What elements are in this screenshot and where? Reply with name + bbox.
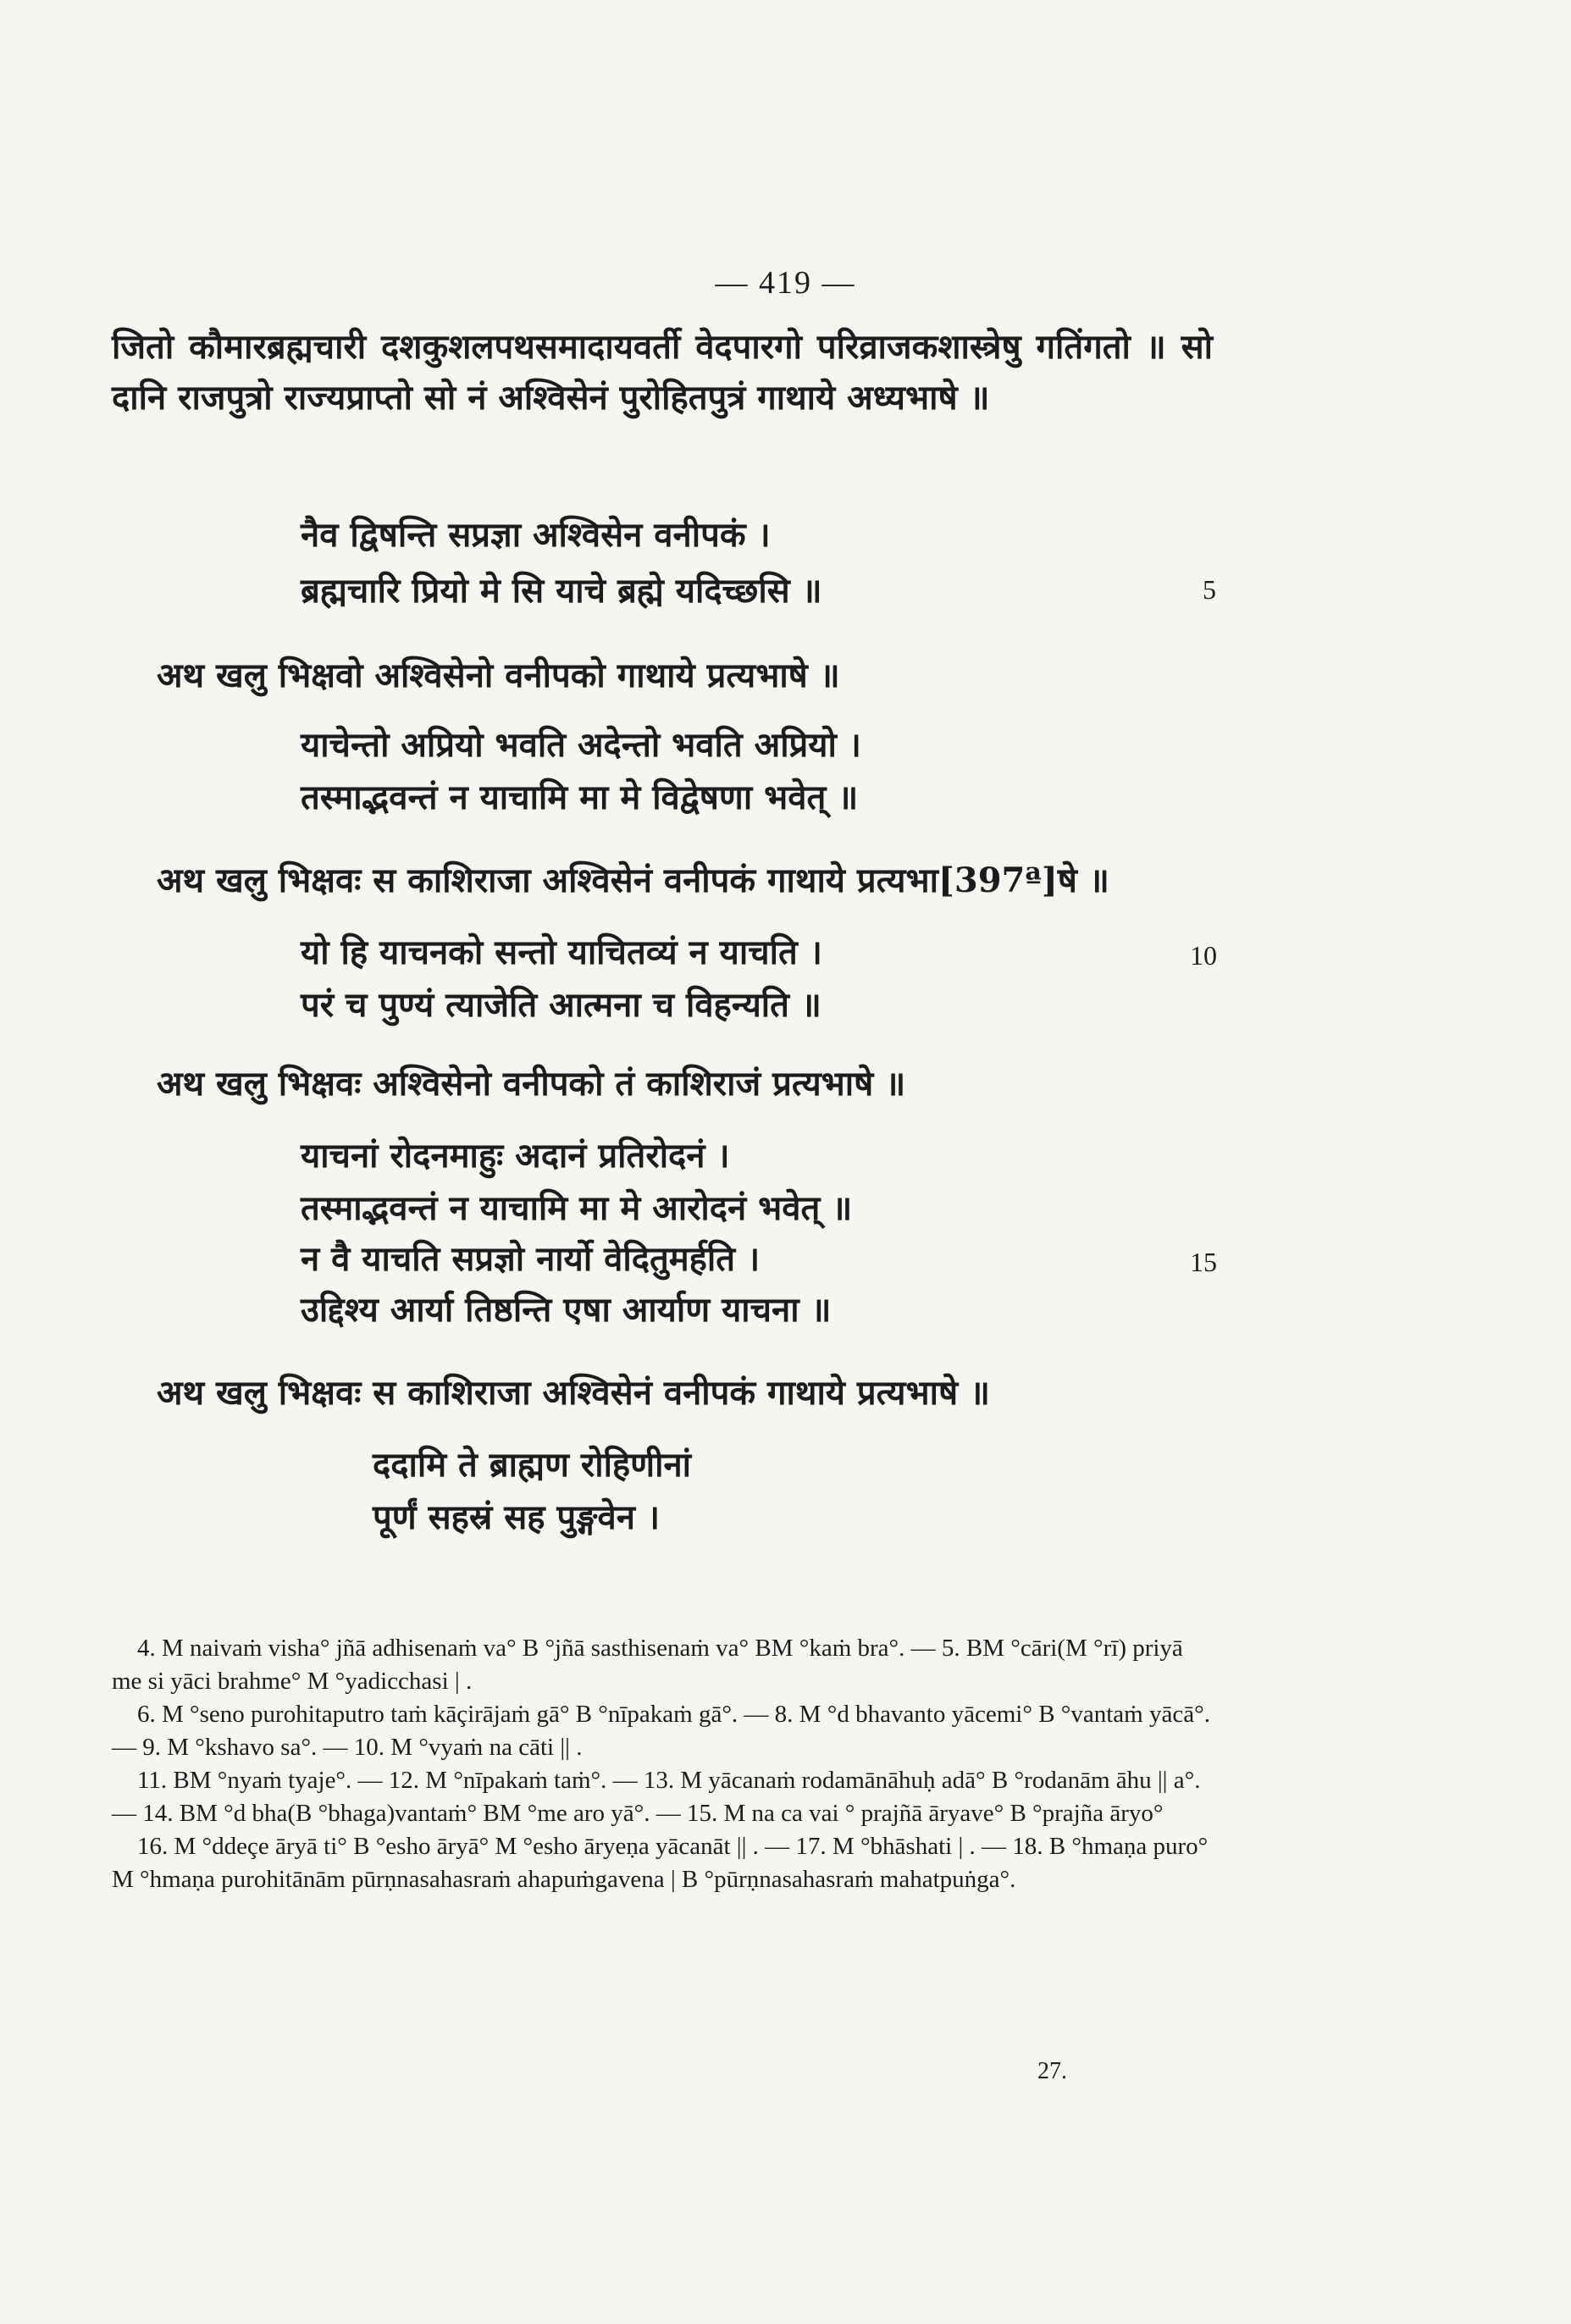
verse-line: परं च पुण्यं त्याजेति आत्मना च विहन्यति ॥ [301, 985, 821, 1025]
narrative-line: अथ खलु भिक्षवः अश्विसेनो वनीपको तं काशिराजं प्रत्यभाषे ॥ [157, 1064, 906, 1104]
verse-line: ब्रह्मचारि प्रियो मे सि याचे ब्रह्मे यदिच्छसि ॥ [301, 571, 822, 611]
narrative-line: अथ खलु भिक्षवः स काशिराजा अश्विसेनं वनीपकं गाथाये प्रत्यभाषे ॥ [157, 1373, 990, 1413]
verse-line: तस्माद्भवन्तं न याचामि मा मे आरोदनं भवेत् ॥ [301, 1188, 853, 1228]
verse-line: तस्माद्भवन्तं न याचामि मा मे विद्वेषणा भवेत् ॥ [301, 777, 859, 817]
narrative-line: अथ खलु भिक्षवः स काशिराजा अश्विसेनं वनीपकं गाथाये प्रत्यभा[397ª]षे ॥ [157, 860, 1109, 900]
footnote: 16. M °ddeçe āryā ti° B °esho āryā° M °esho āryeṇa yācanāt || . — 17. M °bhāshati | . — 18. B °hmaṇa puro° M °hmaṇa purohitānām pūrṇnasahasraṁ ahapuṁgavena | B °pūrṇnasahasraṁ mahatpuṅga°. [112, 1833, 1209, 1893]
verse-line: पूर्णं सहस्रं सह पुङ्गवेन । [373, 1497, 660, 1537]
verse-line: नैव द्विषन्ति सप्रज्ञा अश्विसेन वनीपकं । [301, 515, 771, 555]
verse-line: याचनां रोदनमाहुः अदानं प्रतिरोदनं । [301, 1136, 730, 1176]
narrative-line: अथ खलु भिक्षवो अश्विसेनो वनीपको गाथाये प्रत्यभाषे ॥ [157, 656, 840, 695]
footnote: 6. M °seno purohitaputro taṁ kāçirājaṁ gā° B °nīpakaṁ gā°. — 8. M °d bhavanto yācemi° B °vantaṁ yācā°. — 9. M °kshavo sa°. — 10. M °vyaṁ na cāti || . [112, 1701, 1210, 1761]
verse-line: न वै याचति सप्रज्ञो नार्यो वेदितुमर्हति । [301, 1239, 761, 1279]
verse-line: यो हि याचनको सन्तो याचितव्यं न याचति । [301, 932, 822, 972]
prose-paragraph: जितो कौमारब्रह्मचारी दशकुशलपथसमादायवर्ती वेदपारगो परिव्राजकशास्त्रेषु गतिंगतो ॥ सो दानि राजपुत्रो राज्यप्राप्तो सो नं अश्विसेनं पुरोहितपुत्रं गाथाये अध्यभाषे ॥ [112, 327, 1213, 418]
line-number: 5 [1203, 574, 1216, 605]
verse-line: उद्दिश्य आर्या तिष्ठन्ति एषा आर्याण याचना ॥ [301, 1290, 832, 1330]
line-number: 10 [1190, 940, 1217, 971]
footnote: 11. BM °nyaṁ tyaje°. — 12. M °nīpakaṁ taṁ°. — 13. M yācanaṁ rodamānāhuḥ adā° B °rodanām āhu || a°. — 14. BM °d bha(B °bhaga)vantaṁ° BM °me aro yā°. — 15. M na ca vai ° prajñā āryave° B °prajña āryo° [112, 1767, 1201, 1827]
footnotes [112, 1632, 1213, 1896]
footnote: 4. M naivaṁ visha° jñā adhisenaṁ va° B °jñā sasthisenaṁ va° BM °kaṁ bra°. — 5. BM °cāri(M °rī) priyā me si yāci brahme° M °yadicchasi | . [112, 1635, 1183, 1695]
verse-line: ददामि ते ब्राह्मण रोहिणीनां [373, 1445, 692, 1485]
line-number: 15 [1190, 1247, 1217, 1277]
signature-mark: 27. [1037, 2058, 1067, 2084]
page-number: — 419 — [715, 265, 856, 301]
verse-line: याचेन्तो अप्रियो भवति अदेन्तो भवति अप्रियो । [301, 725, 861, 765]
